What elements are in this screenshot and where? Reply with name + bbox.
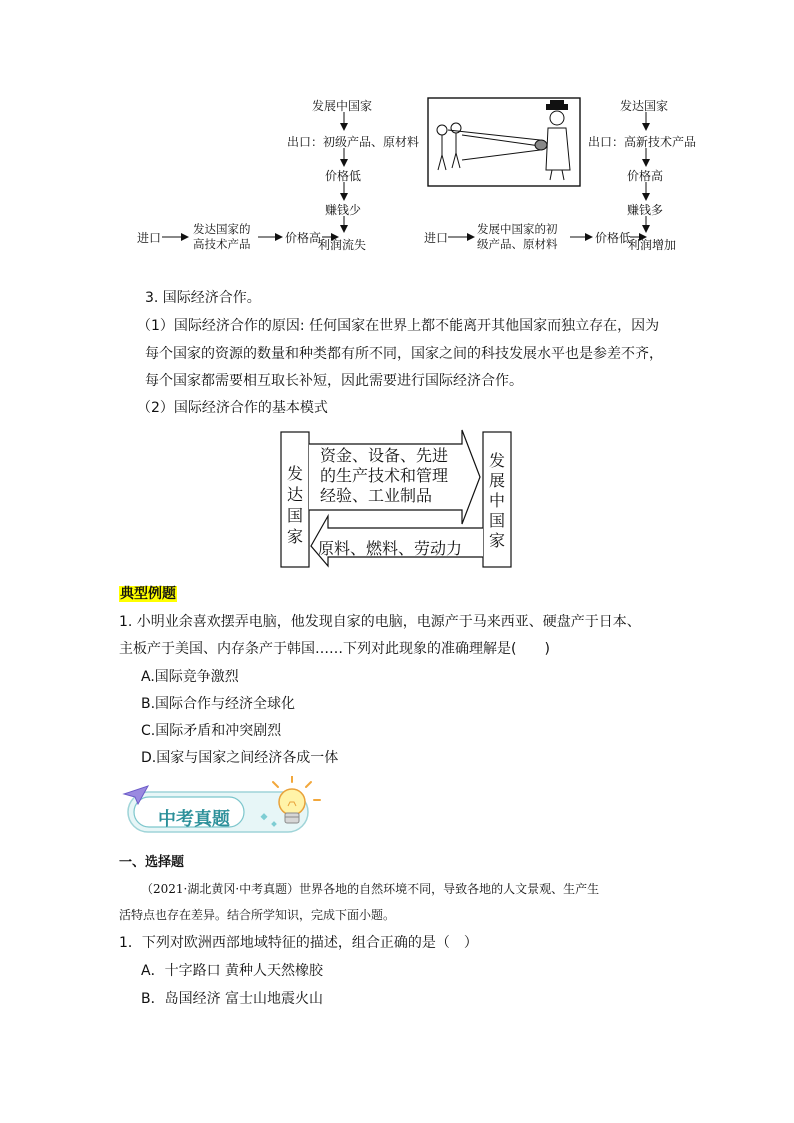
coop-right-char: 展 [488,471,505,490]
coop-upper-line: 的生产技术和管理 [320,466,449,485]
section3-heading: 3. 国际经济合作。 [145,290,261,306]
coop-right-char: 国 [488,511,505,530]
flow-left-import-goods-1: 发达国家的 [193,222,251,236]
cartoon-illustration [428,98,580,186]
coop-right-box-label [486,451,508,551]
coop-left-char: 家 [286,527,303,546]
exam-option: A．十字路口 黄种人天然橡胶 [141,963,324,979]
flow-right-top: 发达国家 [620,99,669,113]
section3-p2: （2）国际经济合作的基本模式 [137,400,328,416]
section3-p1-line1: （1）国际经济合作的原因: 任何国家在世界上都不能离开其他国家而独立存在，因为 [137,318,660,334]
exam-question-1: 1．下列对欧洲西部地域特征的描述，组合正确的是（ ） [119,935,478,951]
flow-right-import-goods-1: 发展中国家的初 [477,222,558,236]
section3-p1-line3: 每个国家都需要相互取长补短，因此需要进行国际经济合作。 [145,373,523,389]
coop-right-char: 家 [488,531,505,550]
flow-right-import-goods-2: 级产品、原材料 [477,237,558,251]
example-label [119,583,177,603]
flow-left-result: 利润流失 [318,238,367,252]
example-label-text: 典型例题 [120,586,176,602]
example-option: C.国际矛盾和冲突剧烈 [141,723,282,739]
coop-lower-arrow-text: 原料、燃料、劳动力 [318,539,463,558]
flow-left-top: 发展中国家 [312,99,373,113]
exam-banner [120,776,340,840]
exam-option: B．岛国经济 富士山地震火山 [141,991,324,1007]
coop-upper-line: 资金、设备、先进 [320,446,449,465]
trade-flow-diagram [0,0,794,262]
example-option: B.国际合作与经济全球化 [141,696,296,712]
flow-right-result: 利润增加 [628,238,677,252]
flow-right-earn: 赚钱多 [627,203,664,217]
flow-left-price: 价格低 [325,169,362,183]
coop-left-char: 达 [286,485,303,504]
example-q1-line2: 主板产于美国、内存条产于韩国……下列对此现象的准确理解是( ) [119,641,550,657]
coop-upper-arrow-text [320,446,448,506]
exam-intro-line1: （2021·湖北黄冈·中考真题）世界各地的自然环境不同，导致各地的人文景观、生产生 [141,882,600,896]
section3-p1-line2: 每个国家的资源的数量和种类都有所不同，国家之间的科技发展水平也是参差不齐， [145,346,663,362]
flow-left-earn: 赚钱少 [325,203,362,217]
coop-left-char: 国 [286,506,303,525]
flow-right-export: 出口：高新技术产品 [588,135,697,149]
exam-intro-line2: 活特点也存在差异。结合所学知识，完成下面小题。 [119,908,396,922]
example-option: A.国际竞争激烈 [141,669,239,685]
flow-left-import-goods-2: 高技术产品 [193,237,251,251]
exam-banner-title: 中考真题 [158,809,230,830]
example-option: D.国家与国家之间经济各成一体 [141,750,339,766]
flow-right-price: 价格高 [627,169,664,183]
example-q1-line1: 1. 小明业余喜欢摆弄电脑，他发现自家的电脑，电源产于马来西亚、硬盘产于日本、 [119,614,641,630]
flow-left-import-price: 价格高 [285,231,322,245]
exam-section-title: 一、选择题 [119,855,185,870]
coop-upper-line: 经验、工业制品 [320,486,433,505]
flow-left-export: 出口：初级产品、原材料 [287,135,420,149]
flow-right-import-price: 价格低 [595,231,632,245]
coop-left-char: 发 [286,464,303,483]
flow-left-import: 进口 [137,231,162,245]
coop-right-char: 发 [488,451,505,470]
flow-right-import: 进口 [424,231,449,245]
coop-right-char: 中 [488,491,505,510]
coop-left-box-label [284,463,306,547]
